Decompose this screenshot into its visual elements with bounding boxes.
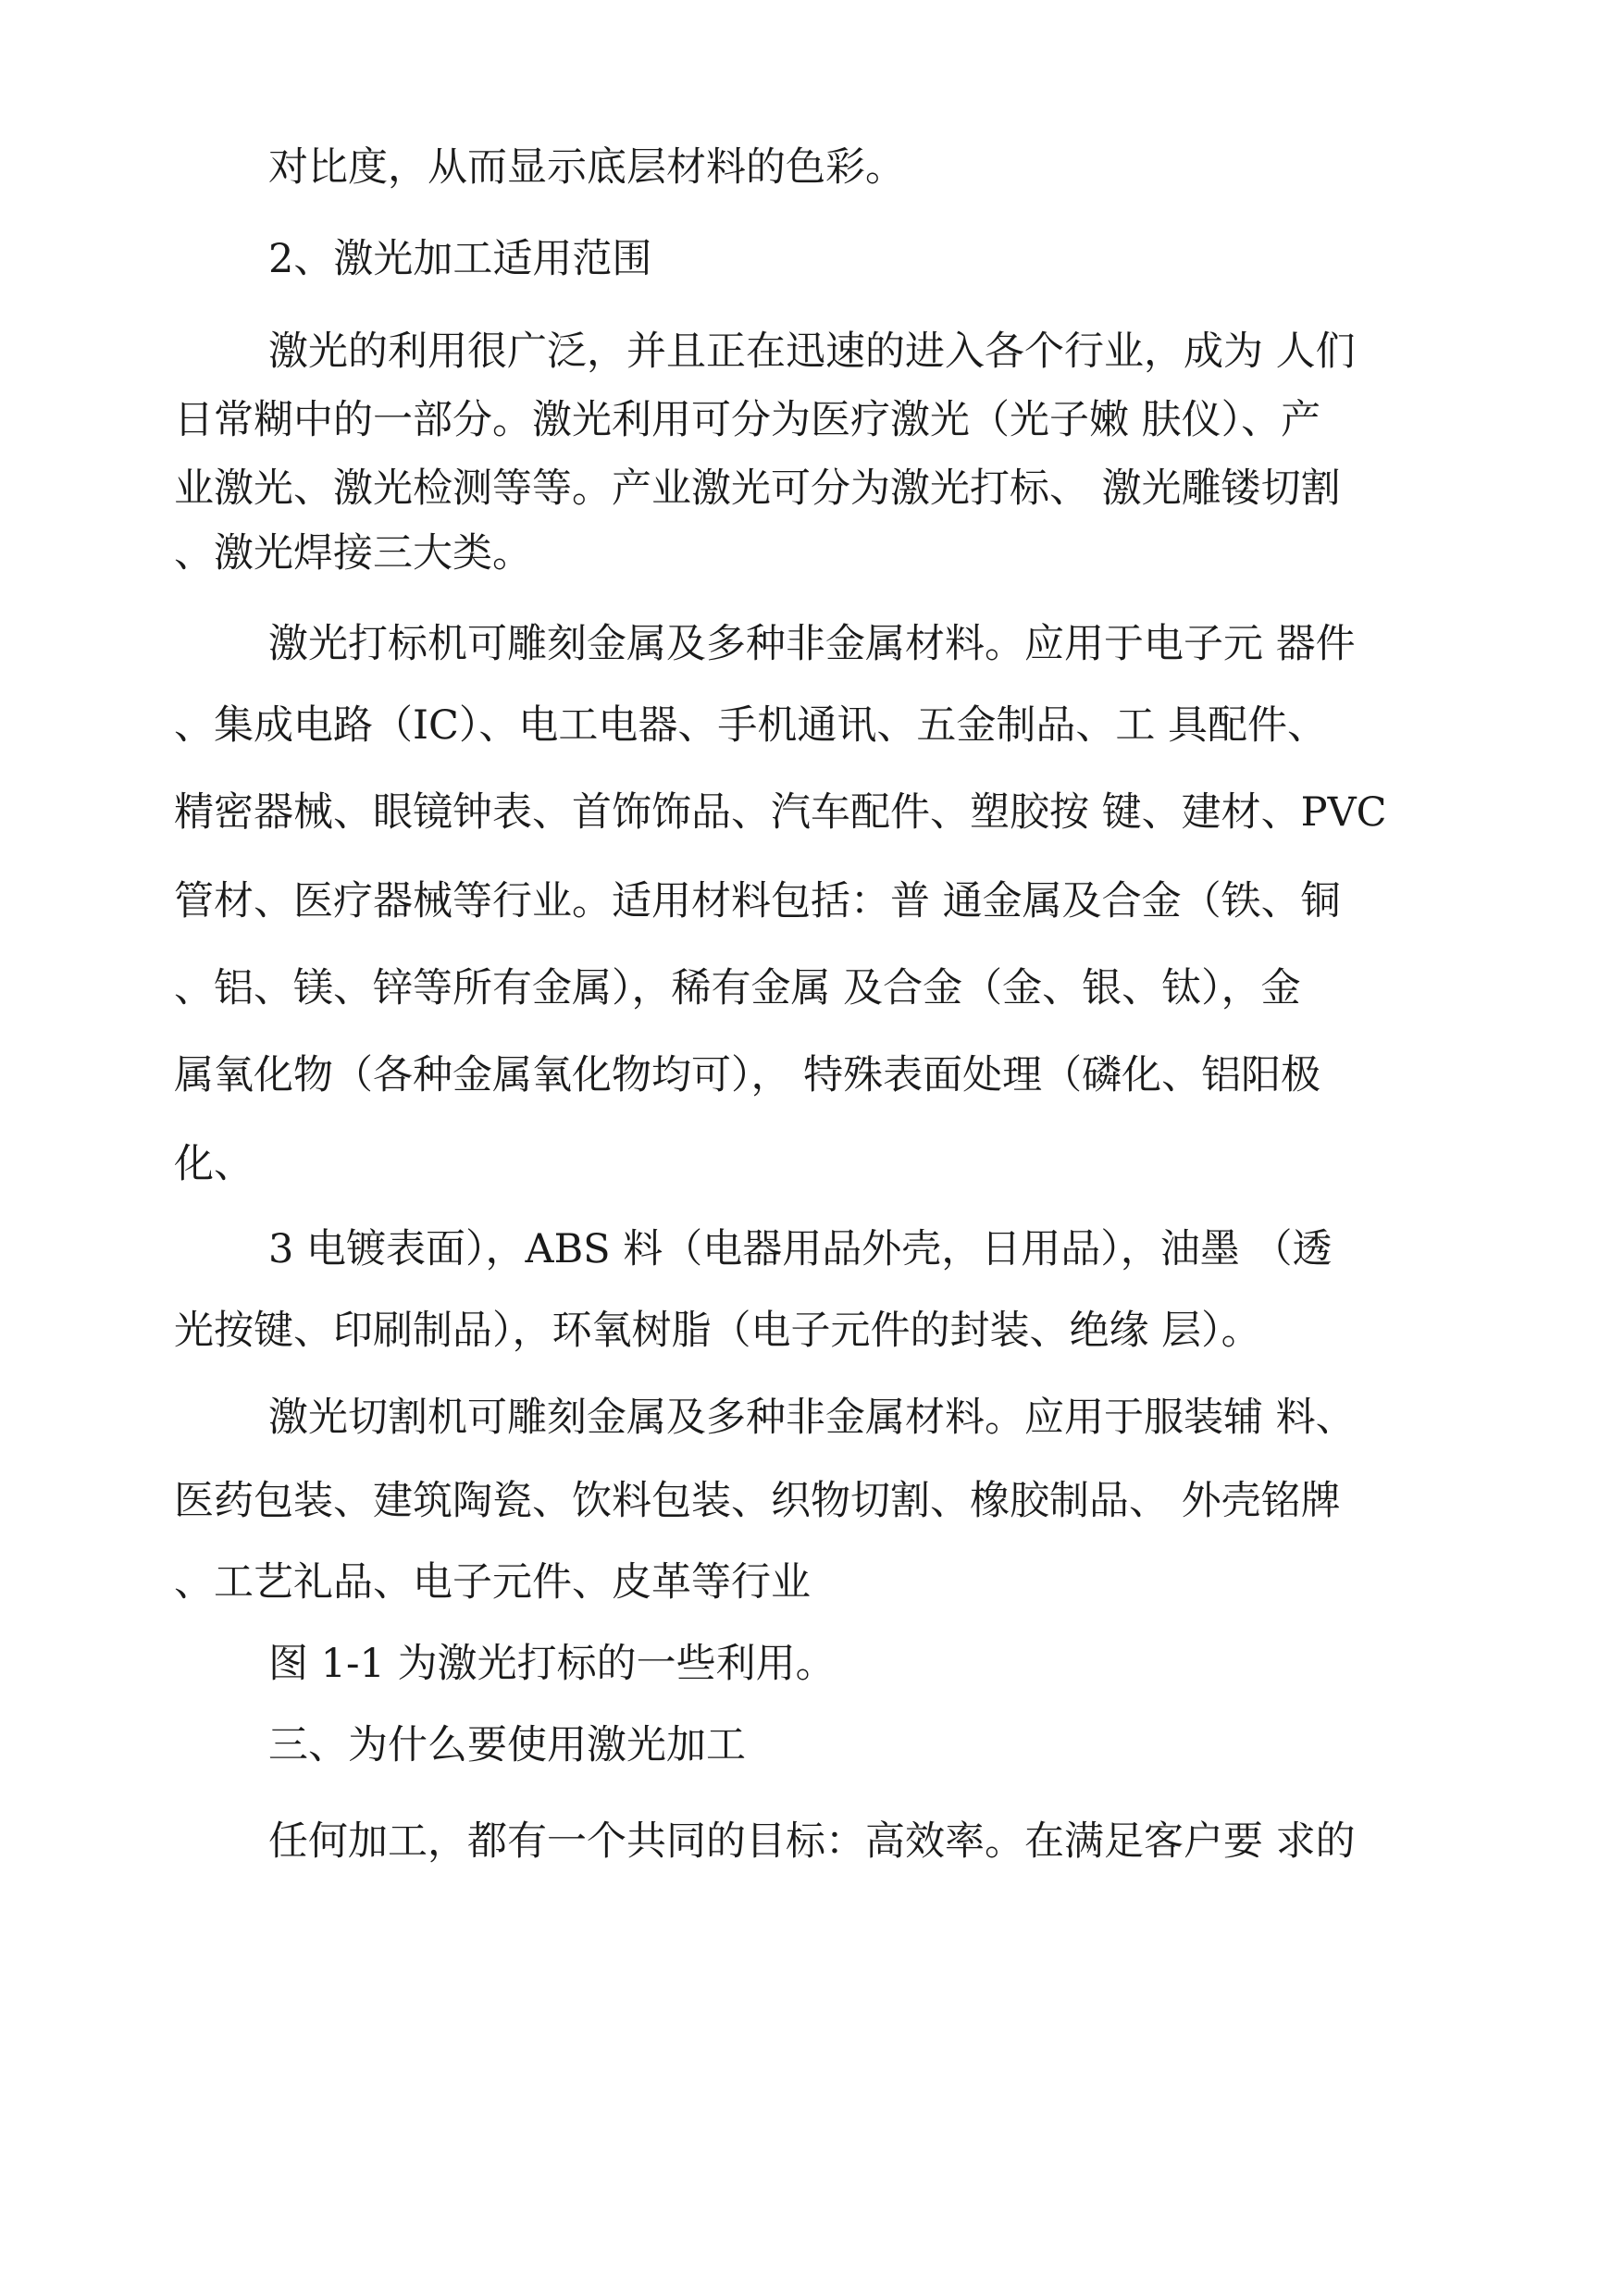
text-line: 3 电镀表面），ABS 料（电器用品外壳，日用品），油墨 （透 (268, 1226, 1333, 1272)
section-heading: 三、为什么要使用激光加工 (268, 1722, 746, 1768)
text-line: 激光切割机可雕刻金属及多种非金属材料。应用于服装辅 料、 (268, 1395, 1356, 1441)
text-line: 、工艺礼品、电子元件、皮革等行业 (174, 1559, 811, 1606)
text-line: 对比度，从而显示底层材料的色彩。 (268, 144, 905, 191)
text-line: 日常糊中的一部分。激光利用可分为医疗激光（光子嫩 肤仪）、产 (174, 397, 1321, 443)
figure-reference: 图 1-1 为激光打标的一些利用。 (268, 1641, 836, 1687)
text-line: 、激光焊接三大类。 (174, 530, 532, 577)
text-line: 医药包装、建筑陶瓷、饮料包装、织物切割、橡胶制品、 外壳铭牌 (174, 1478, 1341, 1524)
text-line: 管材、医疗器械等行业。适用材料包括：普 通金属及合金（铁、铜 (174, 878, 1341, 924)
text-line: 激光的利用很广泛，并且正在迅速的进入各个行业，成为 人们 (268, 329, 1356, 375)
text-line: 业激光、激光检测等等。产业激光可分为激光打标、 激光雕镂切割 (174, 465, 1341, 512)
text-line: 、集成电路（IC）、电工电器、手机通讯、五金制品、工 具配件、 (174, 702, 1328, 749)
text-line: 、铝、镁、锌等所有金属），稀有金属 及合金（金、银、钛），金 (174, 965, 1301, 1011)
text-line: 光按键、印刷制品），环氧树脂（电子元件的封装、绝缘 层）。 (174, 1308, 1261, 1354)
text-line: 精密器械、眼镜钟表、首饰饰品、汽车配件、塑胶按 键、建材、PVC (174, 789, 1387, 836)
text-line: 属氧化物（各种金属氧化物均可）， 特殊表面处理（磷化、铝阳极 (174, 1052, 1321, 1098)
text-line: 任何加工，都有一个共同的目标：高效率。在满足客户要 求的 (268, 1818, 1356, 1865)
section-heading: 2、激光加工适用范围 (268, 236, 652, 282)
text-line: 化、 (174, 1141, 254, 1187)
text-line: 激光打标机可雕刻金属及多种非金属材料。应用于电子元 器件 (268, 621, 1356, 667)
